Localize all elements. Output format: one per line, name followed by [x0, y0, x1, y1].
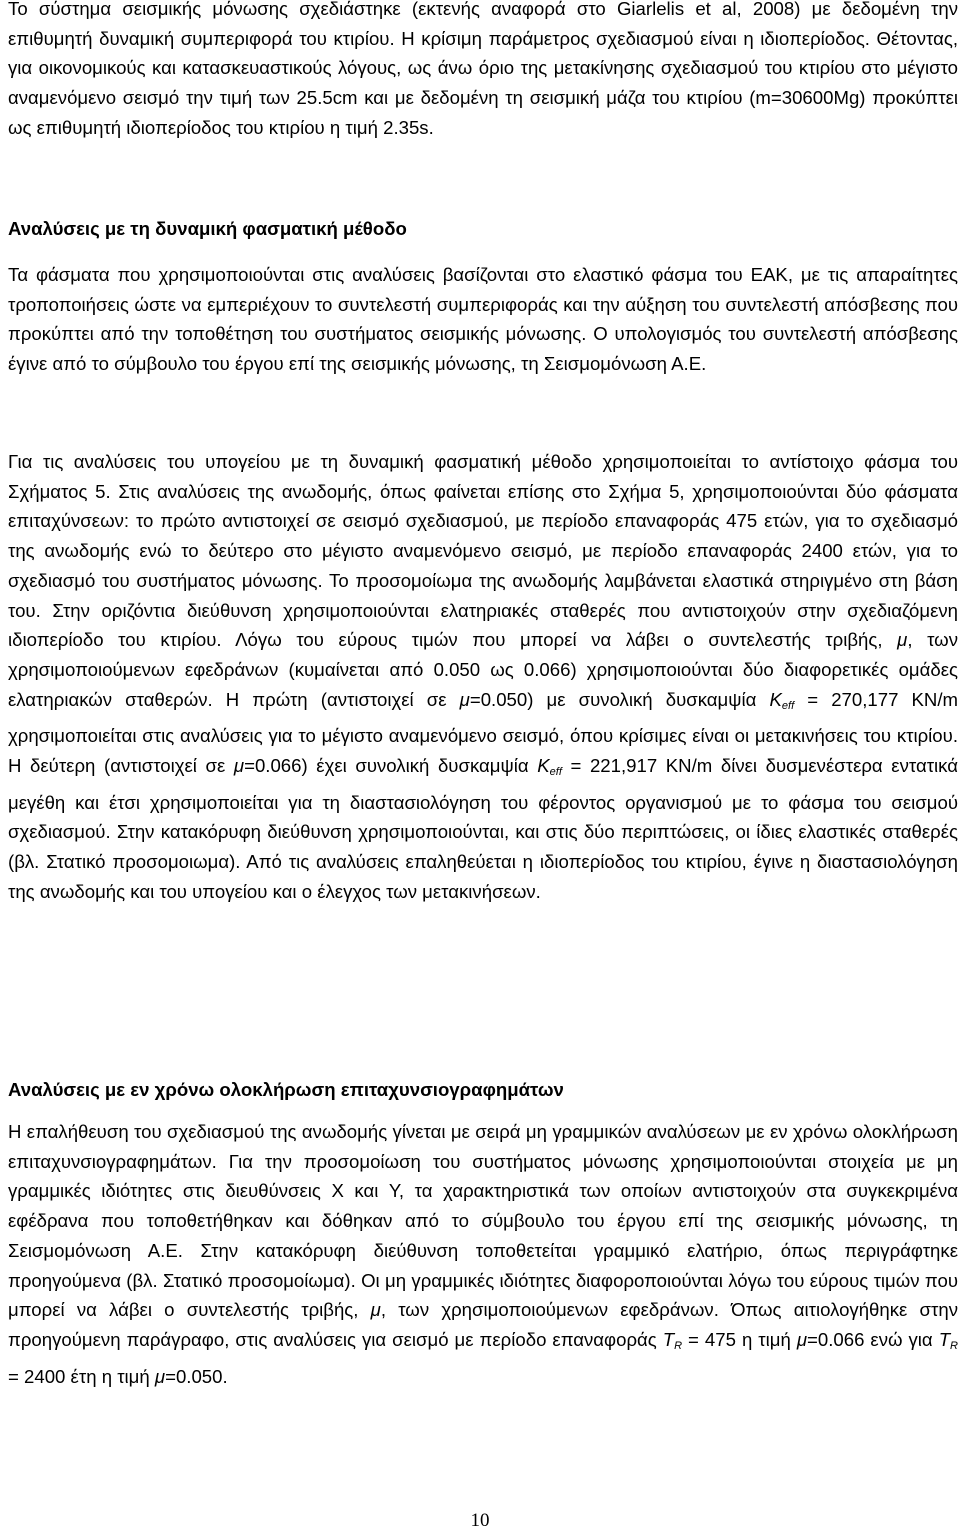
- section-heading-time-history: Αναλύσεις με εν χρόνω ολοκλήρωση επιταχυνσιογραφημάτων: [8, 1079, 564, 1100]
- friction-coefficient-symbol: μ: [233, 755, 245, 777]
- return-period-subscript: R: [674, 1339, 683, 1352]
- spectra-paragraph: Τα φάσματα που χρησιμοποιούνται στις αναλύσεις βασίζονται στο ελαστικό φάσμα του ΕΑΚ, με τις απαραίτητες τροποποιήσεις ώστε να εμπεριέχουν το συντελεστή συμπεριφοράς και την αύξηση του συντελεστή απόσβεσης που προκύπτει από την τοποθέτηση του συστήματος σεισμικής μόνωσης. Ο υπολογισμός του συντελεστή απόσβεσης έγινε από το σύμβουλο του έργου επί της σεισμικής μόνωσης, τη Σεισμομόνωση Α.Ε.: [8, 264, 958, 375]
- stiffness-symbol: K: [537, 755, 550, 777]
- friction-coefficient-symbol: μ: [370, 1299, 381, 1321]
- page-number: 10: [470, 1510, 490, 1531]
- superstructure-analysis-paragraph: Για τις αναλύσεις του υπογείου με τη δυναμική φασματική μέθοδο χρησιμοποιείται το αντίστοιχο φάσμα του Σχήματος 5. Στις αναλύσεις της ανωδομής, όπως φαίνεται επίσης στο Σχήμα 5, χρησιμοποιούνται δύο φάσματα επιταχύνσεων: το πρώτο αντιστοιχεί σε σεισμό σχεδιασμού, με περίοδο επαναφοράς 475 ετών, για το σχεδιασμό της ανωδομής ενώ το δεύτερο στο μέγιστο αναμενόμενο σεισμό, με περίοδο επαναφοράς 2400 ετών, για το σχεδιασμό του συστήματος μόνωσης. Το προσομοίωμα της ανωδομής λαμβάνεται ελαστικά στηριγμένο στη βάση του. Στην οριζόντια διεύθυνση χρησιμοποιούνται ελατηριακές σταθερές που αντιστοιχούν στην σχεδιαζόμενη ιδιοπερίοδο του κτιρίου. Λόγω του εύρους τιμών που μπορεί να λάβει ο συντελεστής τριβής, μ, των χρησιμοποιούμενων εφεδράνων (κυμαίνεται από 0.050 ως 0.066) χρησιμοποιούνται δύο διαφορετικές ομάδες ελατηριακών σταθερών. Η πρώτη (αντιστοιχεί σε μ=0.050) με συνολική δυσκαμψία $K_{eff} = 270,177$ KN/m χρησιμοποιείται στις αναλύσεις για το μέγιστο αναμενόμενο σεισμό, όπου κρίσιμες είναι οι μετακινήσεις του κτιρίου. Η δεύτερη (αντιστοιχεί σε μ=0.066) έχει συνολική δυσκαμψία $K_{eff} = 221,917$ KN/m δίνει δυσμενέστερα εντατικά μεγέθη και έτσι χρησιμοποιείται για τη διαστασιολόγηση του φέροντος οργανισμού με το φάσμα του σεισμού σχεδιασμού. Στην κατακόρυφη διεύθυνση χρησιμοποιούνται, και στις δύο περιπτώσεις, οι ίδιες ελαστικές σταθερές (βλ. Στατικό προσομοιωμα). Από τις αναλύσεις επαληθεύεται η ιδιοπερίοδος του κτιρίου, έγινε η διαστασιολόγηση της ανωδομής και του υπογείου και ο έλεγχος των μετακινήσεων.: [8, 451, 958, 902]
- friction-coefficient-symbol: μ: [459, 688, 470, 710]
- friction-coefficient-symbol: μ: [897, 629, 908, 651]
- friction-coefficient-symbol: μ: [796, 1328, 808, 1350]
- return-period-symbol: T: [662, 1328, 675, 1350]
- stiffness-subscript: eff: [781, 699, 795, 712]
- friction-coefficient-symbol: μ: [154, 1365, 166, 1387]
- return-period-subscript: R: [950, 1339, 958, 1352]
- stiffness-symbol: K: [769, 688, 782, 710]
- section-heading-spectral: Αναλύσεις με τη δυναμική φασματική μέθοδο: [8, 218, 407, 239]
- return-period-symbol: T: [938, 1328, 951, 1350]
- time-history-paragraph: Η επαλήθευση του σχεδιασμού της ανωδομής γίνεται με σειρά μη γραμμικών αναλύσεων με εν χρόνω ολοκλήρωση επιταχυνσιογραφημάτων. Για την προσομοίωση του συστήματος μόνωσης χρησιμοποιούνται στοιχεία με μη γραμμικές ιδιότητες στις διευθύνσεις X και Y, τα χαρακτηριστικά των οποίων αντιστοιχούν στα συγκεκριμένα εφέδρανα που τοποθετήθηκαν και δόθηκαν από το σύμβουλο του έργου επί της σεισμικής μόνωσης, τη Σεισμομόνωση Α.Ε. Στην κατακόρυφη διεύθυνση τοποθετείται γραμμικό ελατήριο, όπως περιγράφτηκε προηγούμενα (βλ. Στατικό προσομοίωμα). Οι μη γραμμικές ιδιότητες διαφοροποιούνται λόγω του εύρους τιμών που μπορεί να λάβει ο συντελεστής τριβής, μ, των χρησιμοποιούμενων εφεδράνων. Όπως αιτιολογήθηκε στην προηγούμενη παράγραφο, στις αναλύσεις για σεισμό με περίοδο επαναφοράς $T_R = 475$ η τιμή μ=0.066 ενώ για $T_R = 2400$ έτη η τιμή μ=0.050.: [8, 1121, 958, 1387]
- intro-paragraph: Το σύστημα σεισμικής μόνωσης σχεδιάστηκε (εκτενής αναφορά στο Giarlelis et al, 2008) με δεδομένη την επιθυμητή δυναμική συμπεριφορά του κτιρίου. Η κρίσιμη παράμετρος σχεδιασμού είναι η ιδιοπερίοδος. Θέτοντας, για οικονομικούς και κατασκευαστικούς λόγους, ως άνω όριο της μετακίνησης σχεδιασμού του κτιρίου στο μέγιστο αναμενόμενο σεισμό την τιμή των 25.5cm και με δεδομένη τη σεισμική μάζα του κτιρίου (m=30600Mg) προκύπτει ως επιθυμητή ιδιοπερίοδος του κτιρίου η τιμή 2.35s.: [8, 0, 958, 138]
- stiffness-subscript: eff: [549, 766, 562, 779]
